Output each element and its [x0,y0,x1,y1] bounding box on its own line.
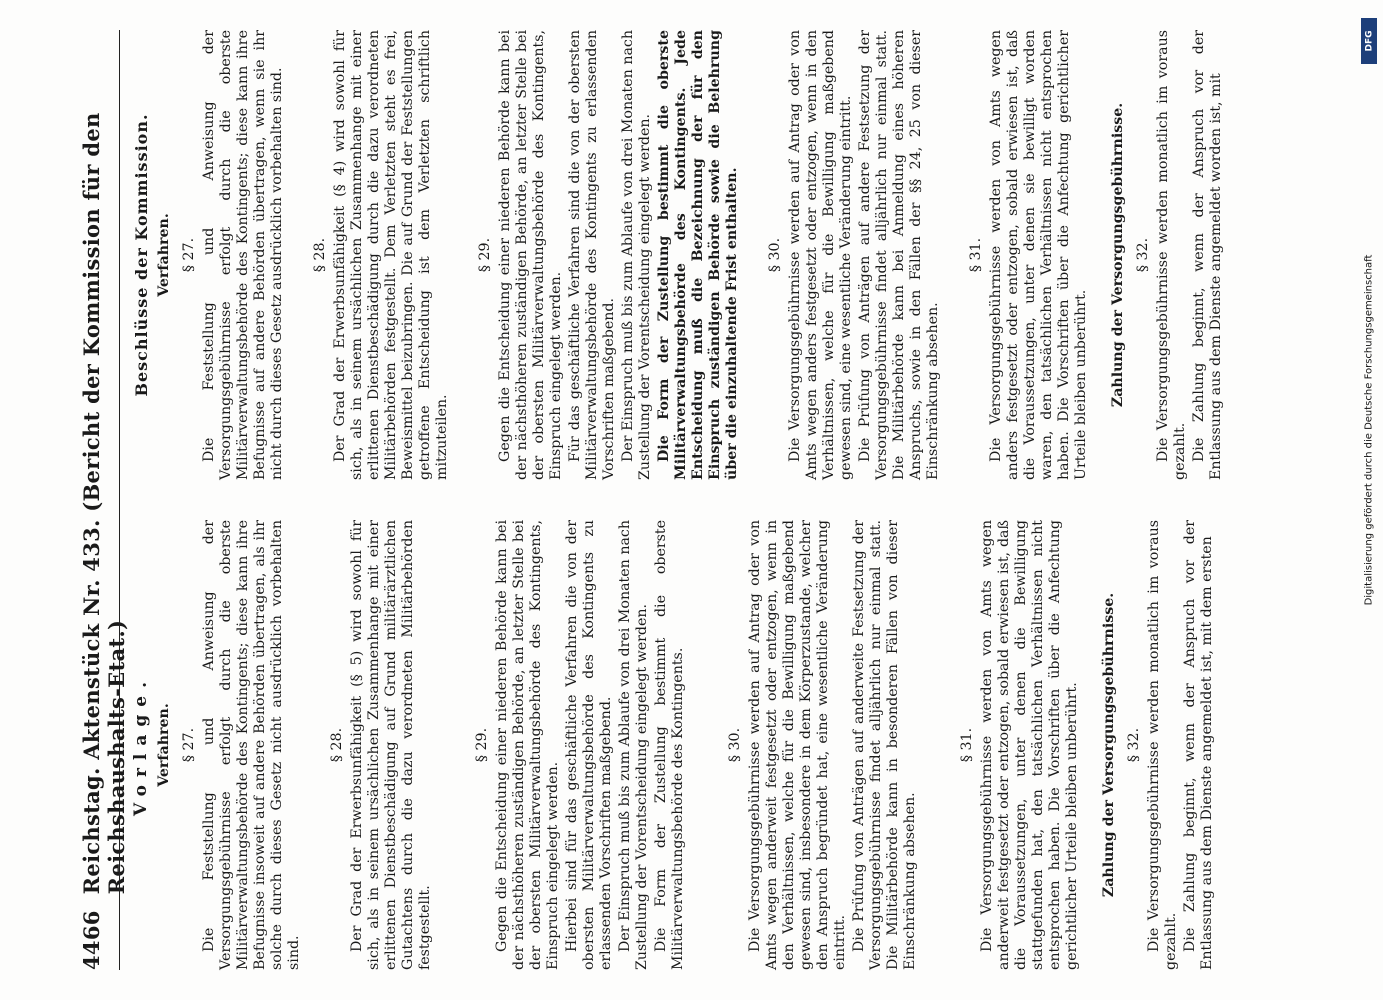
paragraph-text: Der Einspruch muß bis zum Ablaufe von drei Monaten nach Zustellung der Vorentscheidung eingelegt werden. [620,30,653,480]
paragraph-number: § 28. [312,237,328,273]
paragraph-number: § 31. [968,237,984,273]
paragraph-number: § 32. [1135,237,1151,273]
section-title: Verfahren. [156,703,172,787]
paragraph-text: Gegen die Entscheidung einer niederen Behörde kann bei der nächsthöheren zuständigen Behörde, an letzter Stelle bei der obersten Militärverwaltungsbehörde des Kontingents, Einspruch eingelegt werden. [494,520,561,970]
section-title: Verfahren. [156,213,172,297]
paragraph-text: Die Prüfung von Anträgen auf andere Festsetzung der Versorgungsgebührnisse findet alljährlich nur einmal statt. Die Militärbehörde kann bei Anmeldung eines höheren Anspruchs, sowie in den Fällen der §§ 24, 25 von dieser Einschränkung absehen. [857,30,941,480]
column-beschluesse [129,30,1341,480]
paragraph-text: Die Versorgungsgebührnisse werden von Amts wegen anders festgesetzt oder entzogen, sobald erwiesen ist, daß die Voraussetzungen, unter denen sie bewilligt worden waren, den tatsächlichen Verhältnissen nicht entsprochen haben. Die Vorschriften über die Anfechtung gerichtlicher Urteile bleiben unberührt. [988,30,1089,480]
paragraph-text: Die Feststellung und Anweisung der Versorgungsgebührnisse erfolgt durch die oberste Militärverwaltungsbehörde des Kontingents; diese kann ihre Befugnisse insoweit auf andere Behörden übertragen, als ihr solche durch dieses Gesetz nicht ausdrücklich vorbehalten sind. [201,520,302,970]
paragraph-number: § 30. [727,727,743,763]
paragraph-text: Die Zahlung beginnt, wenn der Anspruch vor der Entlassung aus dem Dienste angemeldet worden ist, mit [1191,30,1224,480]
paragraph-number: § 27. [181,237,197,273]
paragraph-text: Der Grad der Erwerbsunfähigkeit (§ 5) wird sowohl für sich, als in seinem ursächlichen Zusammenhange mit einer erlittenen Dienstbeschädigung auf Grund militärärztlichen Gutachtens durch die dazu verordneten Militärbehörden festgestellt. [349,520,433,970]
paragraph-number: § 30. [767,237,783,273]
paragraph-text: Der Einspruch muß bis zum Ablaufe von drei Monaten nach Zustellung der Vorentscheidung eingelegt werden. [617,520,650,970]
page-header [79,30,129,970]
paragraph-text: Hierbei sind für das geschäftliche Verfahren die von der obersten Militärverwaltungsbehörde des Kontingents zu erlassenden Vorschriften maßgebend. [564,520,614,970]
paragraph-text: Die Versorgungsgebührnisse werden monatlich im voraus gezahlt. [1146,520,1179,970]
paragraph-text: Für das geschäftliche Verfahren sind die von der obersten Militärverwaltungsbehörde des Kontingents zu erlassenden Vorschriften maßgebend. [567,30,617,480]
rotated-sheet [21,10,1361,990]
paragraph-text: Die Form der Zustellung bestimmt die oberste Militärverwaltungsbehörde des Kontingents. Jede Entscheidung muß die Bezeichnung der für den Einspruch zuständigen Behörde sowie die Belehrung über die einzuhaltende Frist enthalten. [656,30,740,480]
paragraph-number: § 29. [474,727,490,763]
column-heading: Beschlüsse der Kommission. [132,113,151,397]
page-title: Reichstag. Aktenstück Nr. 433. (Bericht der Kommission für den Reichshaushalts-Etat.) [79,112,129,895]
paragraph-number: § 32. [1126,727,1142,763]
digitization-note: Digitalisierung gefördert durch die Deutsche Forschungsgemeinschaft [1363,254,1375,606]
paragraph-text: Die Feststellung und Anweisung der Versorgungsgebührnisse erfolgt durch die oberste Militärverwaltungsbehörde des Kontingents; diese kann ihre Befugnisse auf andere Behörden übertragen, wenn sie ihr nicht durch dieses Gesetz ausdrücklich vorbehalten sind. [201,30,285,480]
paragraph-number: § 31. [959,727,975,763]
paragraph-text: Die Versorgungsgebührnisse werden monatlich im voraus gezahlt. [1155,30,1188,480]
paragraph-text: Gegen die Entscheidung einer niederen Behörde kann bei der nächsthöheren zuständigen Behörde, an letzter Stelle bei der obersten Militärverwaltungsbehörde des Kontingents, Einspruch eingelegt werden. [497,30,564,480]
digitization-credit [1359,10,1379,990]
paragraph-text: Die Prüfung von Anträgen auf anderweite Festsetzung der Versorgungsgebührnisse findet alljährlich nur einmal statt. Die Militärbehörde kann in besonderen Fällen von dieser Einschränkung absehen. [851,520,918,970]
paragraph-text: Die Versorgungsgebührnisse werden auf Antrag oder von Amts wegen anderweit festgesetzt oder entzogen, wenn in den Verhältnissen, welche für die Bewilligung maßgebend gewesen sind, insbesondere in dem Körperzustande, welcher den Anspruch begründet hat, eine wesentliche Veränderung eintritt. [747,520,848,970]
page-number: 4466 [79,910,104,970]
paragraph-number: § 29. [477,237,493,273]
two-column-body [129,30,1341,970]
column-vorlage [129,520,1341,970]
paragraph-text: Die Versorgungsgebührnisse werden von Amts wegen anderweit festgesetzt oder entzogen, sobald erwiesen ist, daß die Voraussetzungen, unter denen die Bewilligung stattgefunden hat, den tatsächlichen Verhältnissen nicht entsprochen haben. Die Vorschriften über die Anfechtung gerichtlicher Urteile bleiben unberührt. [979,520,1080,970]
paragraph-text: Die Versorgungsgebührnisse werden auf Antrag oder von Amts wegen anders festgesetzt oder entzogen, wenn in den Verhältnissen, welche für die Bewilligung maßgebend gewesen sind, eine wesentliche Veränderung eintritt. [787,30,854,480]
paragraph-number: § 27. [181,727,197,763]
dfg-logo: DFG [1361,18,1377,64]
paragraph-text: Die Zahlung beginnt, wenn der Anspruch vor der Entlassung aus dem Dienste angemeldet ist, mit dem ersten [1182,520,1215,970]
header-rule [119,30,120,970]
section-title: Zahlung der Versorgungsgebührnisse. [1110,102,1126,408]
paragraph-text: Die Form der Zustellung bestimmt die oberste Militärverwaltungsbehörde des Kontingents. [653,520,686,970]
paragraph-number: § 28. [329,727,345,763]
section-title: Zahlung der Versorgungsgebührnisse. [1101,592,1117,898]
paragraph-text: Der Grad der Erwerbsunfähigkeit (§ 4) wird sowohl für sich, als in seinem ursächlichen Zusammenhange mit einer erlittenen Dienstbeschädigung durch die dazu verordneten Militärbehörden festgestellt. Dem Verletzten steht es frei, Beweismittel beizubringen. Die auf Grund der Feststellungen getroffene Entscheidung ist dem Verletzten schriftlich mitzuteilen. [332,30,450,480]
column-heading: Vorlage. [131,673,151,817]
